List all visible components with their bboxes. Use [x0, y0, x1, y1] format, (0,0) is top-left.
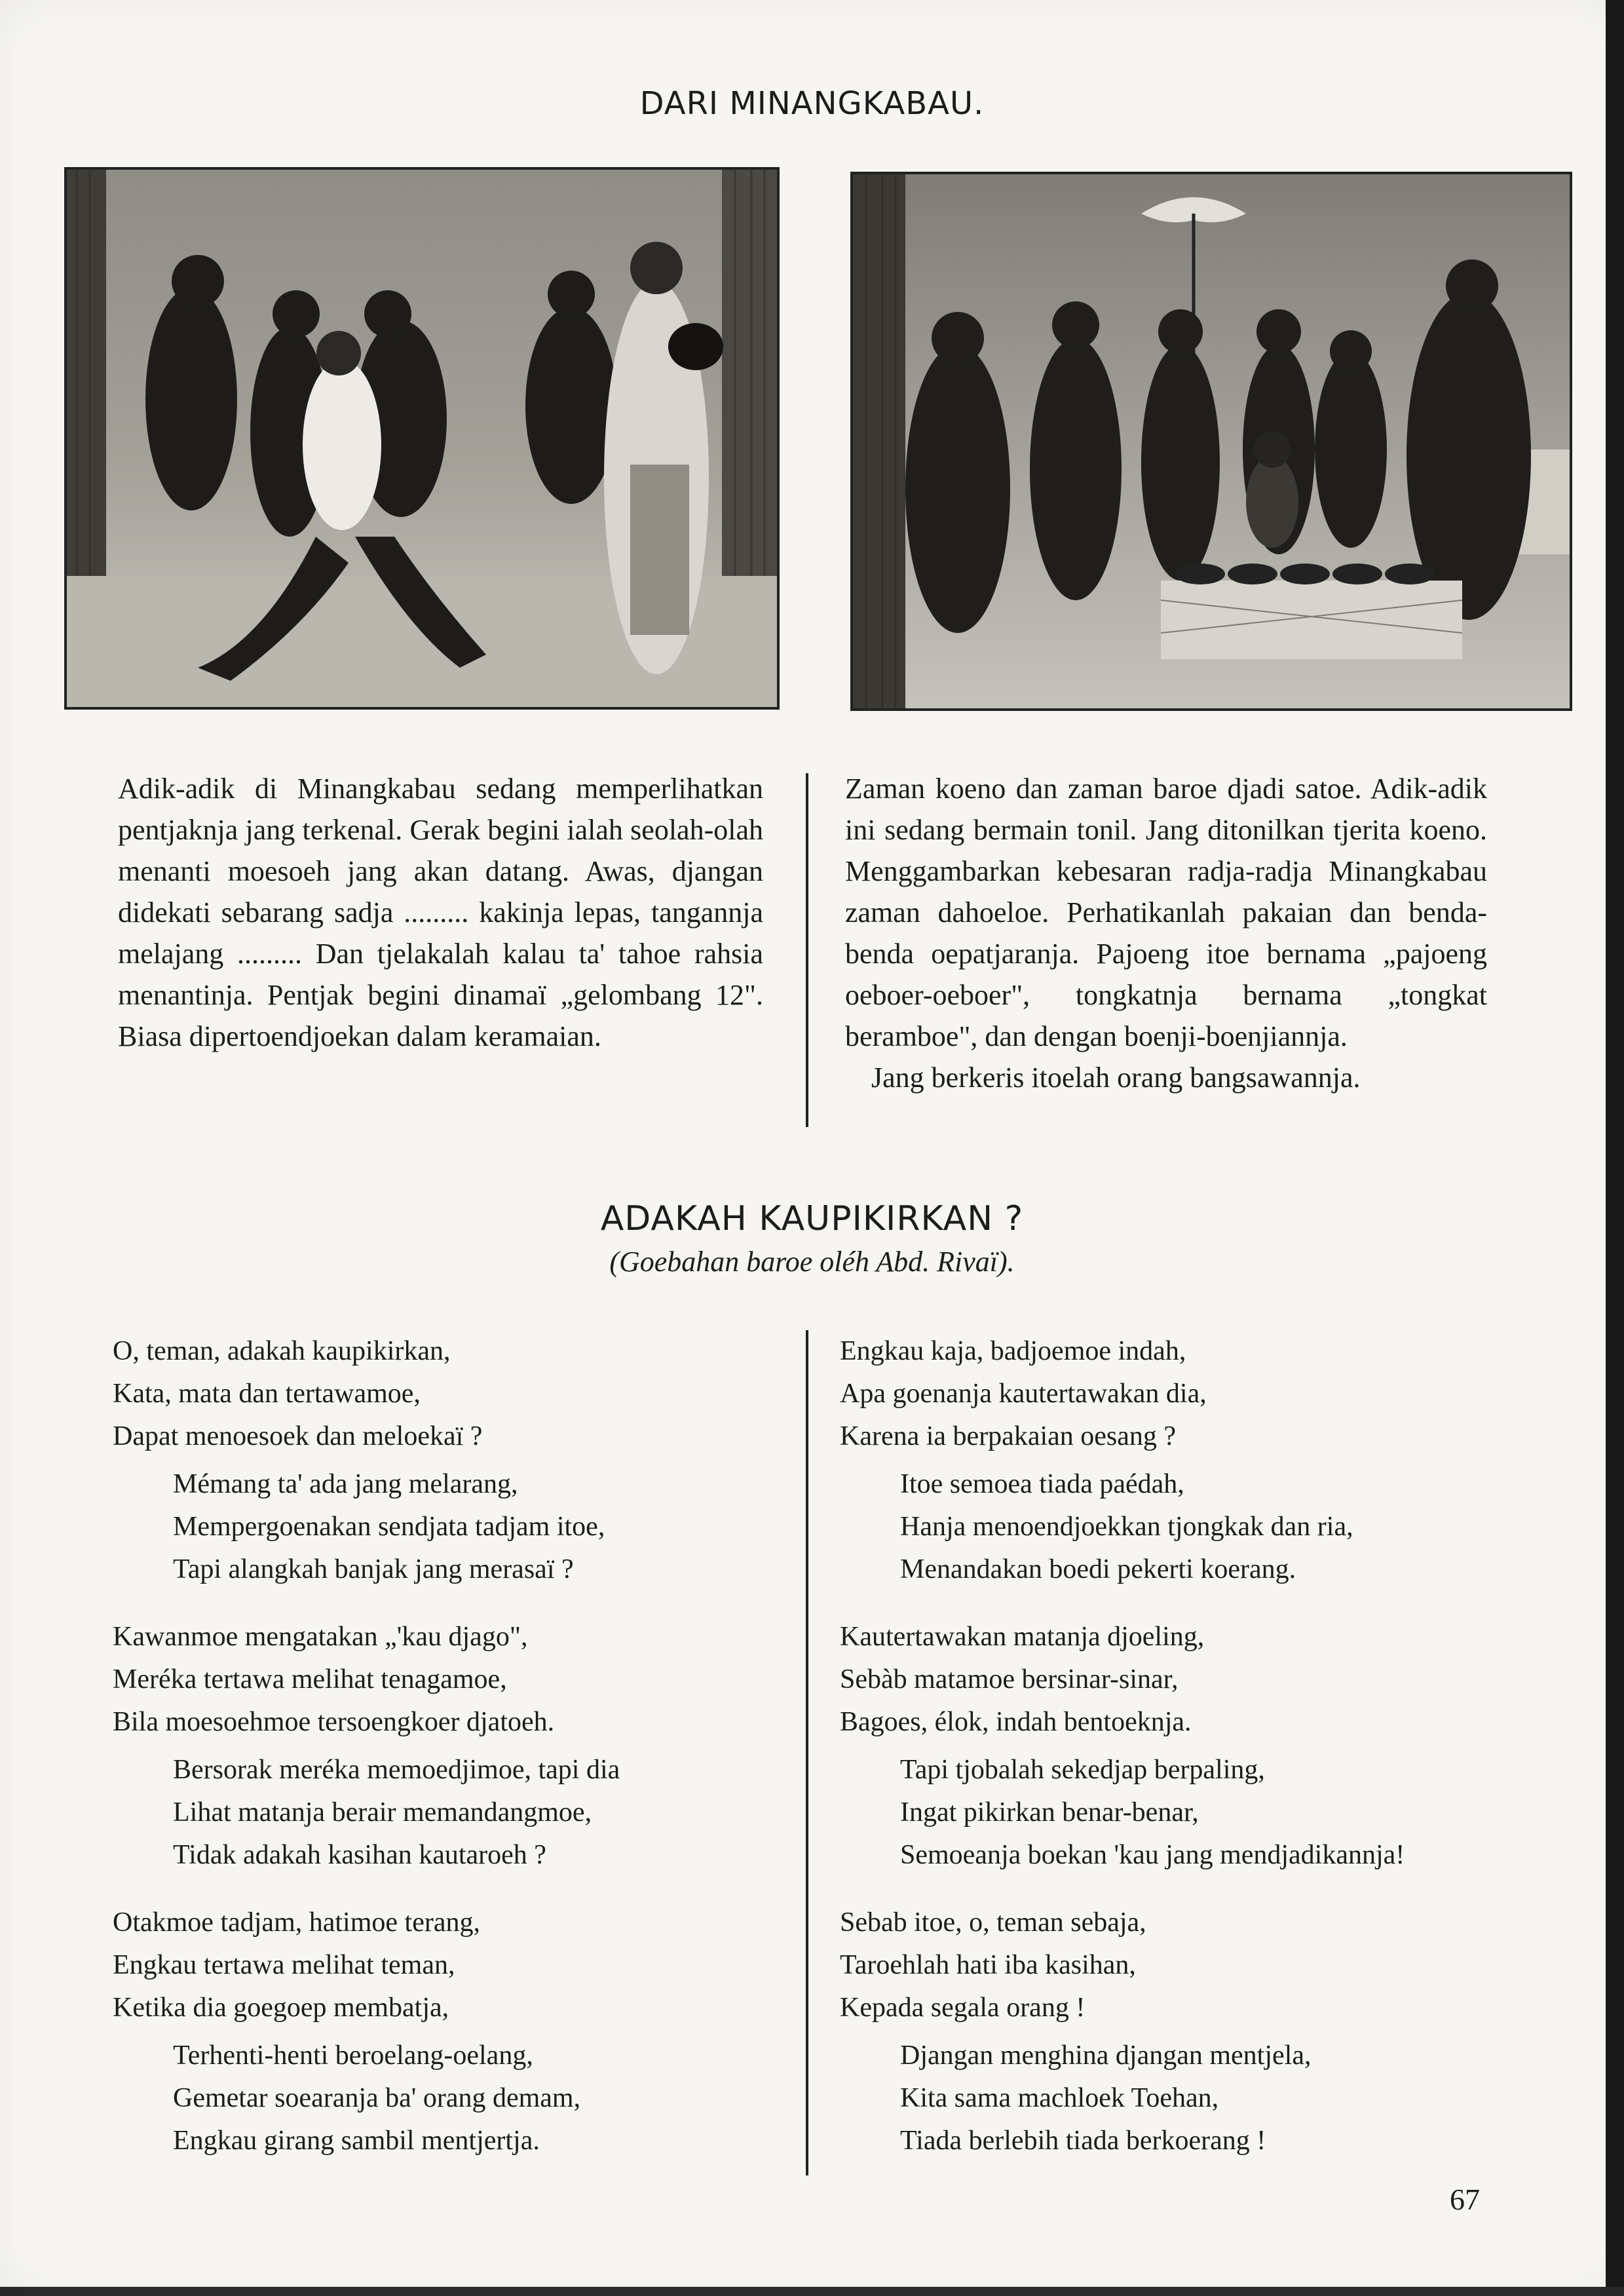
- poem-line: Meréka tertawa melihat tenagamoe,: [113, 1664, 507, 1694]
- caption-left-text: Adik-adik di Minangkabau sedang memperlihatkan pentjaknja jang terkenal. Gerak begini ialah seolah-olah menanti moesoeh jang akan datang. Awas, djangan didekati sebarang sadja ......... kakinja lepas, tangannja melajang ......... Dan tjelakalah kalau ta' tahoe rahsia menantinja. Pentjak begini dinamaï „gelombang 12". Biasa dipertoendjoekan dalam keramaian.: [118, 773, 763, 1052]
- poem-line: Ingat pikirkan benar-benar,: [900, 1797, 1199, 1827]
- poem-line: Djangan menghina djangan mentjela,: [900, 2040, 1312, 2071]
- page-title: DARI MINANGKABAU.: [639, 85, 985, 122]
- poem-line: Engkau kaja, badjoemoe indah,: [840, 1336, 1186, 1366]
- poem-line: Menandakan boedi pekerti koerang.: [900, 1554, 1296, 1584]
- poem-stanza: [113, 2035, 794, 2162]
- poem-line: O, teman, adakah kaupikirkan,: [113, 1336, 451, 1366]
- poem-line: Bagoes, élok, indah bentoeknja.: [840, 1707, 1192, 1737]
- poem-line: Karena ia berpakaian oesang ?: [840, 1421, 1177, 1451]
- page-number: 67: [1450, 2183, 1480, 2216]
- poem-stanza: [113, 1616, 794, 1744]
- poem-line: Gemetar soearanja ba' orang demam,: [173, 2083, 581, 2113]
- poem-line: Engkau tertawa melihat teman,: [113, 1950, 455, 1980]
- poem-line: Engkau girang sambil mentjertja.: [173, 2126, 540, 2156]
- poem-stanza: [113, 1330, 794, 1458]
- poem-line: Bersorak meréka memoedjimoe, tapi dia: [173, 1755, 620, 1785]
- poem-title: ADAKAH KAUPIKIRKAN ?: [600, 1199, 1024, 1238]
- poem-column-right: [840, 1330, 1560, 2187]
- caption-right-paragraph-2: Jang berkeris itoelah orang bangsawannja.: [871, 1062, 1361, 1094]
- poem-column-left: [113, 1330, 794, 2187]
- caption-right-paragraph-1: Zaman koeno dan zaman baroe djadi satoe. Adik-adik ini sedang bermain tonil. Jang ditonilkan tjerita koeno. Menggambarkan kebesaran radja-radja Minangkabau zaman dahoeloe. Perhatikanlah pakaian dan benda-benda oepatjaranja. Pajoeng itoe bernama „pajoeng oeboer-oeboer", tongkatnja bernama „tongkat beramboe", dan dengan boenji-boenjiannja.: [845, 773, 1487, 1052]
- poem-line: Mémang ta' ada jang melarang,: [173, 1469, 518, 1499]
- poem-line: Lihat matanja berair memandangmoe,: [173, 1797, 592, 1827]
- poem-line: Tiada berlebih tiada berkoerang !: [900, 2126, 1266, 2156]
- poem-line: Otakmoe tadjam, hatimoe terang,: [113, 1907, 480, 1938]
- poem-stanza: [840, 2035, 1560, 2162]
- poem-line: Semoeanja boekan 'kau jang mendjadikannja!: [900, 1840, 1405, 1870]
- poem-line: Kita sama machloek Toehan,: [900, 2083, 1219, 2113]
- poem-line: Tapi alangkah banjak jang merasaï ?: [173, 1554, 574, 1584]
- poem-line: Taroehlah hati iba kasihan,: [840, 1950, 1136, 1980]
- poem-line: Itoe semoea tiada paédah,: [900, 1469, 1184, 1499]
- poem-line: Sebàb matamoe bersinar-sinar,: [840, 1664, 1179, 1694]
- column-divider: [806, 773, 808, 1127]
- poem-line: Apa goenanja kautertawakan dia,: [840, 1379, 1207, 1409]
- poem-column-divider: [806, 1330, 808, 2175]
- poem-subtitle: (Goebahan baroe oléh Abd. Rivaï).: [609, 1246, 1015, 1278]
- photo-pencak-dancers: [64, 167, 780, 710]
- poem-line: Kautertawakan matanja djoeling,: [840, 1622, 1205, 1652]
- poem-stanza: [840, 1616, 1560, 1744]
- poem-line: Tidak adakah kasihan kautaroeh ?: [173, 1840, 546, 1870]
- poem-line: Mempergoenakan sendjata tadjam itoe,: [173, 1512, 605, 1542]
- poem-stanza: [113, 1463, 794, 1591]
- poem-line: Ketika dia goegoep membatja,: [113, 1993, 449, 2023]
- poem-stanza: [840, 1330, 1560, 1458]
- caption-left: [118, 768, 763, 1057]
- scan-right-edge: [1606, 0, 1624, 2296]
- poem-line: Kepada segala orang !: [840, 1993, 1086, 2023]
- poem-stanza: [840, 1902, 1560, 2029]
- photo-pencak-dancers-image: [67, 170, 777, 707]
- poem-stanza: [840, 1749, 1560, 1877]
- poem-line: Sebab itoe, o, teman sebaja,: [840, 1907, 1146, 1938]
- poem-line: Bila moesoehmoe tersoengkoer djatoeh.: [113, 1707, 555, 1737]
- poem-stanza: [113, 1902, 794, 2029]
- poem-stanza: [113, 1749, 794, 1877]
- poem-line: Terhenti-henti beroelang-oelang,: [173, 2040, 533, 2071]
- poem-line: Hanja menoendjoekkan tjongkak dan ria,: [900, 1512, 1353, 1542]
- caption-right: [845, 768, 1487, 1098]
- poem-line: Kawanmoe mengatakan „'kau djago",: [113, 1622, 528, 1652]
- photo-child-actors-umbrella-image: [853, 174, 1570, 708]
- photo-child-actors-umbrella: [850, 172, 1572, 711]
- poem-stanza: [840, 1463, 1560, 1591]
- poem-line: Tapi tjobalah sekedjap berpaling,: [900, 1755, 1265, 1785]
- poem-line: Dapat menoesoek dan meloekaï ?: [113, 1421, 483, 1451]
- scan-bottom-edge: [0, 2287, 1624, 2296]
- poem-line: Kata, mata dan tertawamoe,: [113, 1379, 421, 1409]
